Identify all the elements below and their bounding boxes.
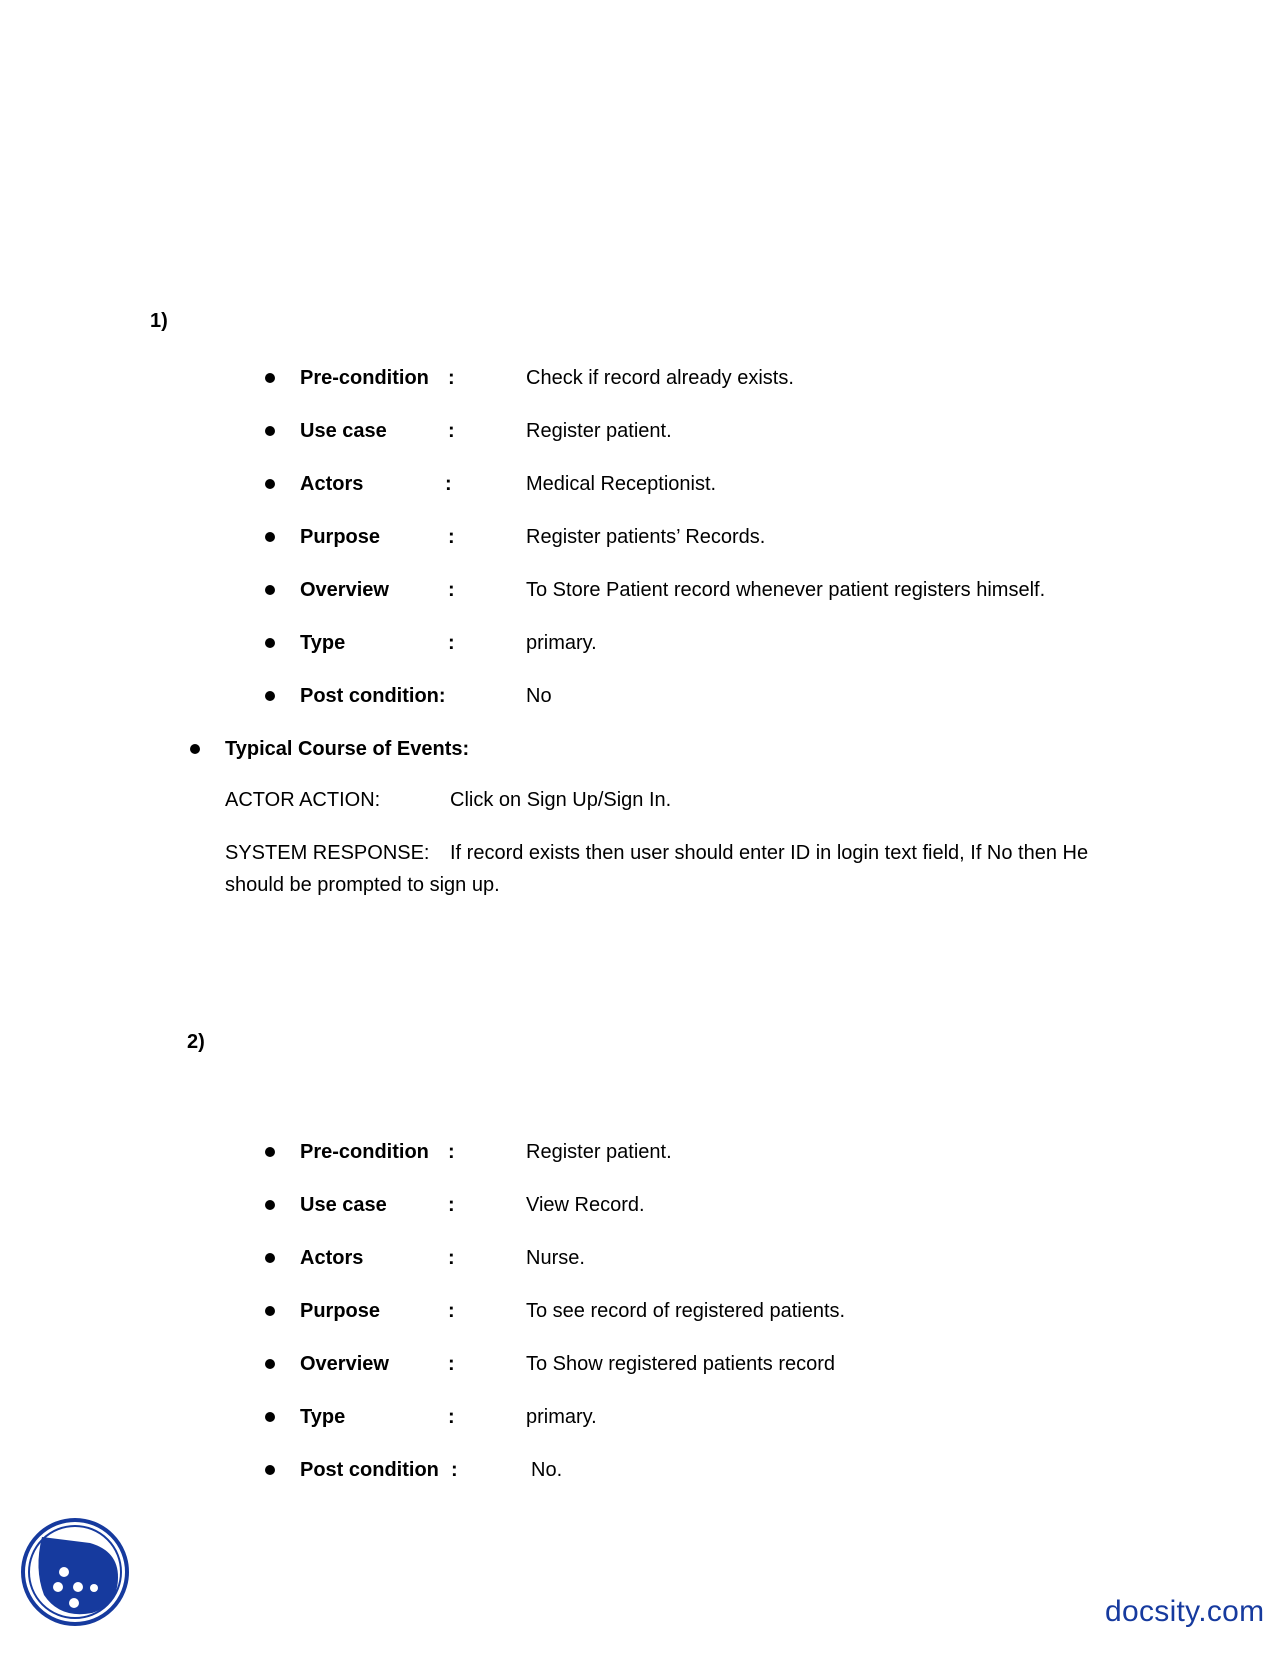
- field-colon: :: [448, 1300, 455, 1322]
- field-value: Register patient.: [526, 420, 672, 442]
- list-item: [0, 1296, 1280, 1326]
- bullet-icon: [265, 1200, 275, 1210]
- field-label: Use case: [300, 420, 387, 442]
- bullet-icon: [265, 479, 275, 489]
- field-label: Type: [300, 632, 346, 654]
- field-label: Overview: [300, 1353, 389, 1375]
- list-item: [0, 1137, 1280, 1167]
- field-label: Post condition:: [300, 685, 446, 707]
- field-value: Medical Receptionist.: [526, 473, 717, 495]
- field-colon: :: [448, 526, 455, 548]
- list-item: [0, 1243, 1280, 1273]
- field-value: View Record.: [526, 1194, 645, 1216]
- field-label: Actors: [300, 473, 364, 495]
- bullet-icon: [265, 426, 275, 436]
- field-label: Pre-condition: [300, 1141, 429, 1163]
- actor-action-label: ACTOR ACTION:: [225, 789, 381, 811]
- field-label: Type: [300, 1406, 346, 1428]
- docsity-logo-icon[interactable]: [20, 1517, 130, 1627]
- system-response-value: If record exists then user should enter ID in login text field, If No then He should be prompted to sign up.: [225, 842, 1089, 896]
- field-value: To see record of registered patients.: [526, 1300, 846, 1322]
- list-item: [0, 1455, 1280, 1485]
- course-heading-item: [0, 734, 1280, 764]
- list-item: [0, 363, 1280, 393]
- bullet-icon: [265, 1465, 275, 1475]
- field-value: primary.: [526, 1406, 597, 1428]
- field-label: Pre-condition: [300, 367, 429, 389]
- field-colon: :: [451, 1459, 458, 1481]
- bullet-icon: [190, 744, 200, 754]
- actor-action-value: Click on Sign Up/Sign In.: [450, 789, 672, 811]
- field-colon: :: [448, 1406, 455, 1428]
- brand-link[interactable]: docsity.com: [1105, 1595, 1265, 1628]
- field-value: Nurse.: [526, 1247, 585, 1269]
- system-response: [225, 837, 1145, 901]
- bullet-icon: [265, 1412, 275, 1422]
- field-colon: :: [448, 579, 455, 601]
- bullet-icon: [265, 1147, 275, 1157]
- list-item: [0, 681, 1280, 711]
- list-item: [0, 1190, 1280, 1220]
- bullet-icon: [265, 585, 275, 595]
- field-label: Purpose: [300, 526, 381, 548]
- field-label: Post condition: [300, 1459, 439, 1481]
- field-colon: :: [448, 1353, 455, 1375]
- field-colon: :: [448, 1247, 455, 1269]
- bullet-icon: [265, 373, 275, 383]
- list-item: [0, 1349, 1280, 1379]
- field-value: Register patient.: [526, 1141, 672, 1163]
- field-colon: :: [448, 632, 455, 654]
- bullet-icon: [265, 1359, 275, 1369]
- field-label: Overview: [300, 579, 389, 601]
- field-colon: :: [448, 367, 455, 389]
- list-item: [0, 628, 1280, 658]
- field-value: primary.: [526, 632, 597, 654]
- field-colon: :: [448, 1194, 455, 1216]
- section-number-2: 2): [187, 1031, 205, 1053]
- course-heading: Typical Course of Events:: [225, 738, 470, 760]
- list-item: [0, 416, 1280, 446]
- field-value: No: [526, 685, 552, 707]
- field-value: No.: [531, 1459, 563, 1481]
- bullet-icon: [265, 1253, 275, 1263]
- list-item: [0, 469, 1280, 499]
- field-value: Check if record already exists.: [526, 367, 794, 389]
- system-response-label: SYSTEM RESPONSE:: [225, 842, 430, 864]
- bullet-icon: [265, 1306, 275, 1316]
- field-colon: :: [448, 420, 455, 442]
- bullet-icon: [265, 691, 275, 701]
- bullet-icon: [265, 532, 275, 542]
- field-value: Register patients’ Records.: [526, 526, 766, 548]
- field-label: Purpose: [300, 1300, 381, 1322]
- section-number-1: 1): [150, 310, 168, 332]
- field-colon: :: [445, 473, 452, 495]
- list-item: [0, 1402, 1280, 1432]
- bullet-icon: [265, 638, 275, 648]
- field-label: Use case: [300, 1194, 387, 1216]
- field-value: To Show registered patients record: [526, 1353, 836, 1375]
- field-label: Actors: [300, 1247, 364, 1269]
- list-item: [0, 575, 1280, 605]
- list-item: [0, 522, 1280, 552]
- field-value: To Store Patient record whenever patient registers himself.: [526, 579, 1046, 601]
- field-colon: :: [448, 1141, 455, 1163]
